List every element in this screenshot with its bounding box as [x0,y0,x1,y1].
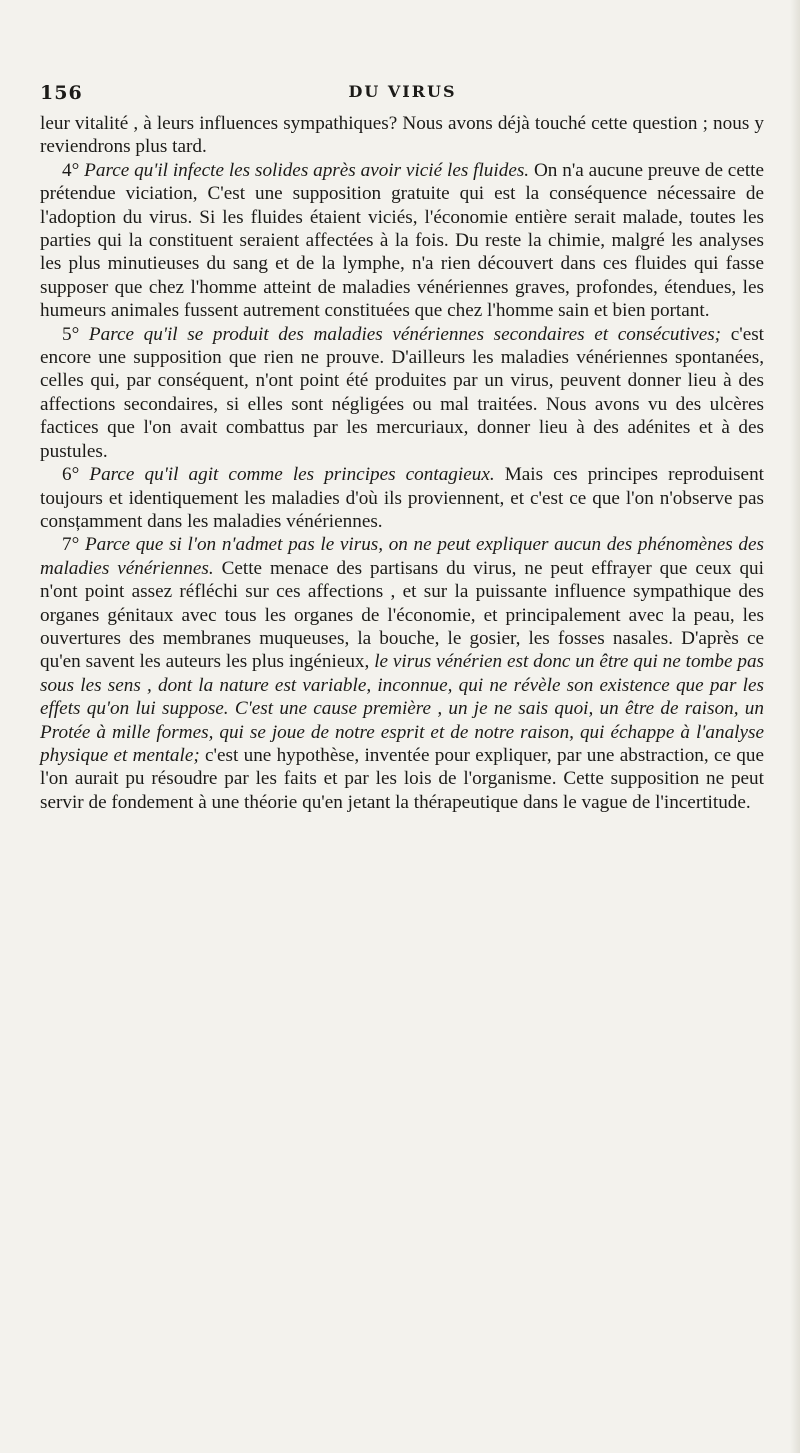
running-head [40,82,765,108]
page-edge-shadow [790,0,800,1453]
point-heading: Parce qu'il infecte les solides après avoir vicié les fluides. [84,159,530,181]
point-number: 6° [62,464,80,486]
paragraph-text: Mais ces principes reproduisent toujours et identiquement les maladies d'où ils proviennent, et c'est ce que l'on n'observe pas consțamment dans les maladies vénériennes. [40,464,764,532]
point-heading: Parce qu'il se produit des maladies vénériennes secondaires et consécutives; [88,323,722,345]
point-number: 7° [62,534,80,556]
point-number: 5° [62,323,80,345]
point-heading: Parce qu'il agit comme les principes contagieux. [89,464,495,486]
paragraph-point-5 [40,323,764,463]
paragraph-closing: c'est une hypothèse, inventée pour expliquer, par une abstraction, ce que l'on aurait pu résoudre par les faits et par les lois de l'organisme. Cette supposition ne peut servir de fondement à une théorie qu'en jetant la thérapeutique dans le vague de l'incertitude. [40,744,764,813]
section-title: DU VIRUS [348,82,457,101]
point-heading: Parce que si l'on n'admet pas le virus, on ne peut expliquer aucun des phénomènes des maladies vénériennes. [40,534,765,579]
paragraph-continuation [40,112,764,159]
paragraph-text: leur vitalité , à leurs influences sympathiques? Nous avons déjà touché cette question ; nous y reviendrons plus tard. [40,113,764,158]
paragraph-text: c'est encore une supposition que rien ne prouve. D'ailleurs les maladies vénériennes spontanées, celles qui, par conséquent, n'ont point été produites par un virus, peuvent donner lieu à des affections secondaires, si elles sont négligées ou mal traitées. Nous avons vu des ulcères factices que l'on avait combattus par les mercuriaux, donner lieu à des adénites et à des pustules. [40,323,765,462]
paragraph-point-7 [40,533,764,814]
paragraph-text: On n'a aucune preuve de cette prétendue viciation, C'est une supposition gratuite qui est la conséquence nécessaire de l'adoption du virus. Si les fluides étaient viciés, l'économie entière serait malade, toutes les parties qui la constituent seraient affectées à la fois. Du reste la chimie, malgré les analyses les plus minutieuses du sang et de la lymphe, n'a rien découvert dans ces fluides qui fasse supposer que chez l'homme atteint de maladies vénériennes graves, profondes, étendues, les humeurs animales fussent autrement constituées que chez l'homme sain et bien portant. [40,159,765,322]
point-number: 4° [62,159,80,181]
paragraph-point-6 [40,463,764,533]
paragraph-text: Cette menace des partisans du virus, ne peut effrayer que ceux qui n'ont point assez réfléchi sur ces affections , et sur la puissante influence sympathique des organes génitaux avec tous les organes de l'économie, et principalement avec la peau, les ouvertures des membranes muqueuses, la bouche, le gosier, les fosses nasales. D'après ce qu'en savent les auteurs les plus ingénieux, [40,557,764,673]
page-number: 156 [40,82,83,104]
paragraph-italic-quote: le virus vénérien est donc un être qui ne tombe pas sous les sens , dont la nature est variable, inconnue, qui ne révèle son existence que par les effets qu'on lui suppose. C'est une cause première , un je ne sais quoi, un être de raison, un Protée à mille formes, qui se joue de notre esprit et de notre raison, qui échappe à l'analyse physique et mentale; [40,651,764,766]
body-text [40,112,764,814]
paragraph-point-4 [40,159,764,323]
